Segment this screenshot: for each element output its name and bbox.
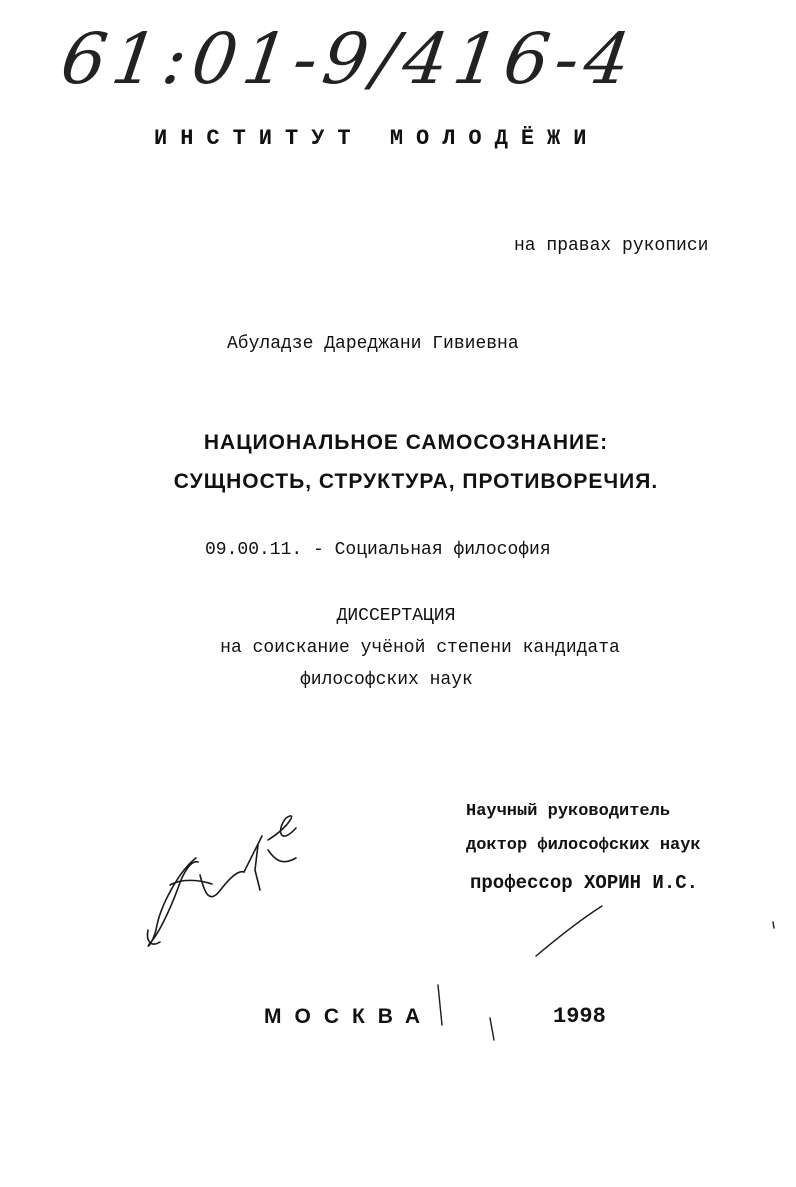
pen-marks: [438, 922, 774, 1040]
dissertation-field-line: философских наук: [300, 670, 473, 690]
manuscript-rights-note: на правах рукописи: [514, 236, 709, 256]
city: МОСКВА: [264, 1005, 434, 1028]
institute-name: ИНСТИТУТ МОЛОДЁЖИ: [154, 126, 600, 151]
specialty-code: 09.00.11. - Социальная философия: [205, 540, 551, 560]
supervisor-role: Научный руководитель: [466, 802, 671, 821]
supervisor-name: профессор ХОРИН И.С.: [470, 872, 699, 894]
thesis-title-line-1: НАЦИОНАЛЬНОЕ САМОСОЗНАНИЕ:: [203, 431, 609, 454]
archive-code-handwritten: 61:01-9/416-4: [56, 18, 642, 100]
author-name: Абуладзе Дареджани Гивиевна: [227, 334, 519, 354]
supervisor-degree: доктор философских наук: [466, 836, 701, 855]
thesis-title-line-2: СУЩНОСТЬ, СТРУКТУРА, ПРОТИВОРЕЧИЯ.: [173, 470, 659, 493]
dissertation-heading: ДИССЕРТАЦИЯ: [336, 606, 456, 626]
author-signature: [148, 816, 297, 946]
dissertation-degree-line: на соискание учёной степени кандидата: [220, 638, 620, 658]
supervisor-signature: [536, 906, 602, 956]
year: 1998: [553, 1004, 606, 1029]
